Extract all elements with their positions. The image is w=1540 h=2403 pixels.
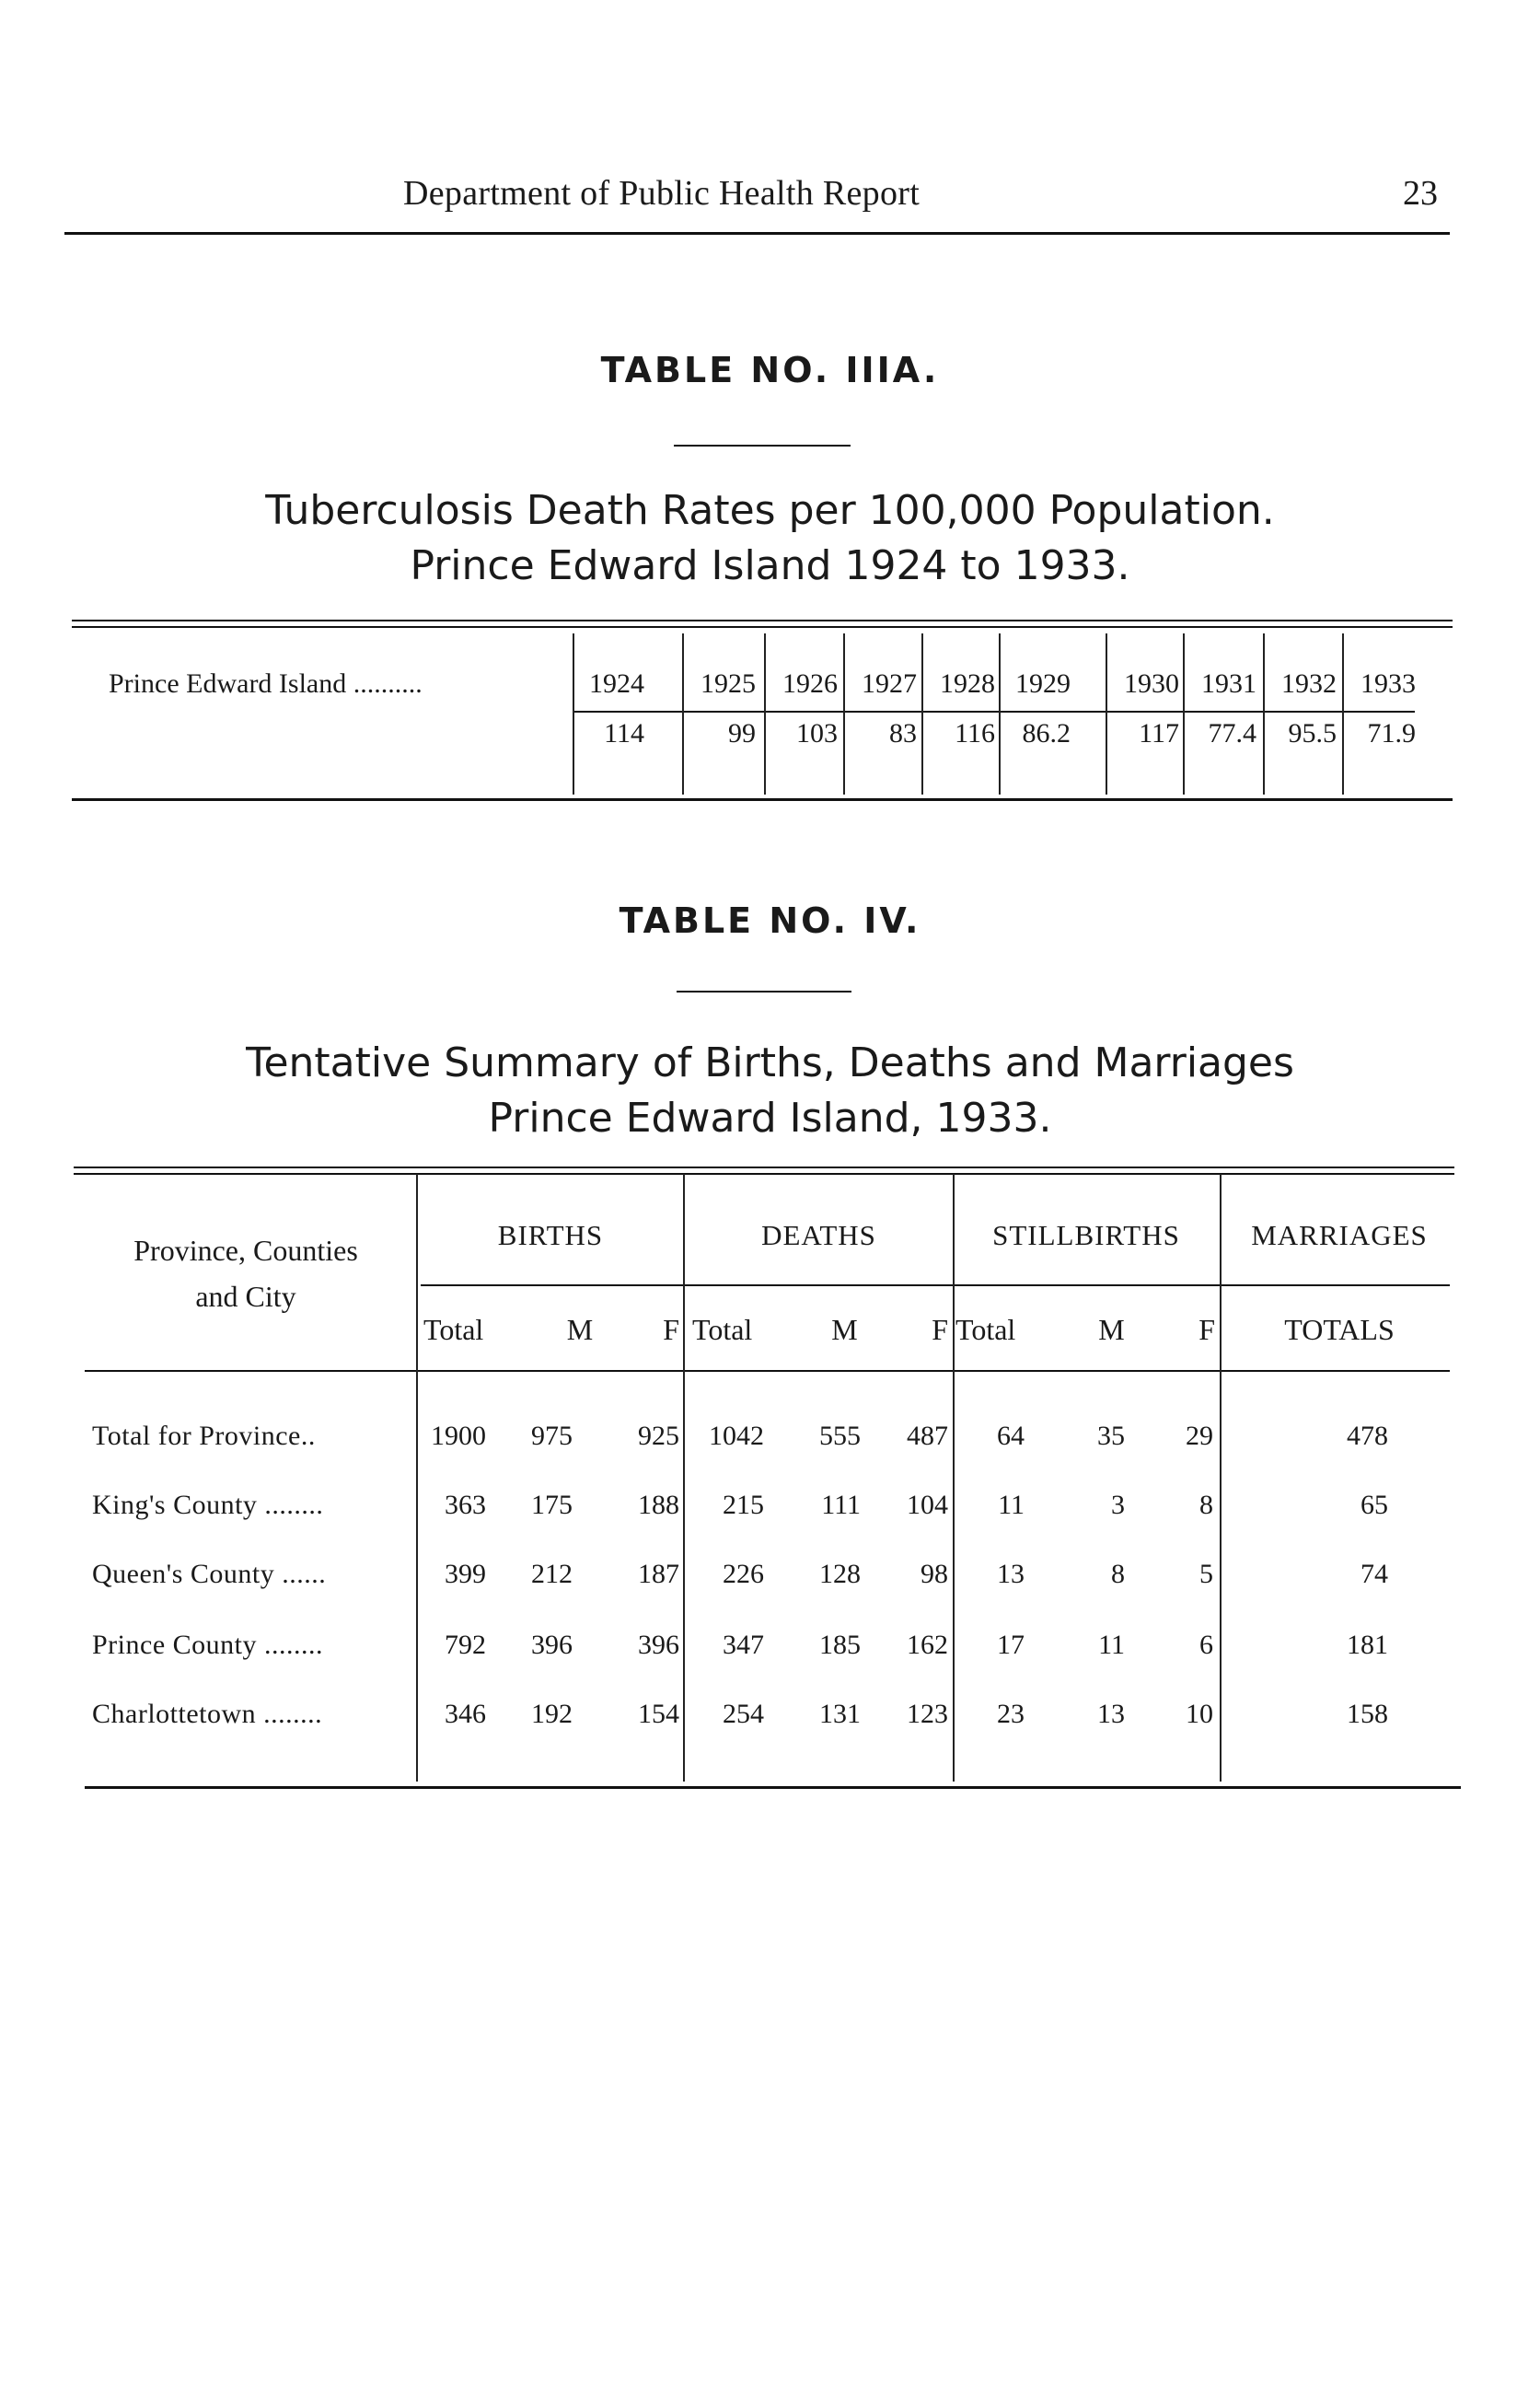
- group-deaths: DEATHS: [761, 1219, 876, 1251]
- table-cell: 74: [1361, 1559, 1388, 1589]
- table-cell: 98: [921, 1559, 948, 1589]
- subheader-total: Total: [692, 1313, 753, 1346]
- rate-value: 117: [1139, 718, 1179, 749]
- row-label: Queen's County ......: [92, 1559, 327, 1589]
- subheader-f: F: [663, 1313, 679, 1346]
- rate-value: 95.5: [1288, 718, 1337, 749]
- year-header: 1931: [1201, 668, 1256, 699]
- table-3a-col-divider: [764, 633, 766, 795]
- table-3a-col-divider: [843, 633, 845, 795]
- table-cell: 396: [638, 1630, 679, 1660]
- table-cell: 215: [723, 1490, 764, 1520]
- table-4-top-rule: [74, 1167, 1454, 1168]
- table-4-label: TABLE NO. IV.: [619, 900, 921, 941]
- table-cell: 35: [1097, 1421, 1125, 1451]
- year-header: 1930: [1124, 668, 1179, 699]
- table-cell: 17: [997, 1630, 1025, 1660]
- table-cell: 925: [638, 1421, 679, 1451]
- table-cell: 175: [531, 1490, 573, 1520]
- table-cell: 363: [445, 1490, 486, 1520]
- subheader-m: M: [566, 1313, 594, 1346]
- row-label: Charlottetown ........: [92, 1699, 323, 1729]
- rate-value: 86.2: [1022, 718, 1071, 749]
- table-cell: 181: [1347, 1630, 1388, 1660]
- table-3a-label: TABLE NO. IIIA.: [600, 350, 940, 390]
- table-4-col-divider: [1220, 1174, 1222, 1782]
- table-cell: 478: [1347, 1421, 1388, 1451]
- table-cell: 64: [997, 1421, 1025, 1451]
- table-cell: 29: [1186, 1421, 1213, 1451]
- table-3a-col-divider: [1106, 633, 1107, 795]
- table-4-bottom-rule: [85, 1786, 1461, 1789]
- table-cell: 346: [445, 1699, 486, 1729]
- row-label: Total for Province..: [92, 1421, 316, 1451]
- table-cell: 8: [1111, 1559, 1125, 1589]
- rate-value: 116: [955, 718, 995, 749]
- table-4-title-line2: Prince Edward Island, 1933.: [488, 1095, 1052, 1142]
- table-3a-col-divider: [1263, 633, 1265, 795]
- table-cell: 487: [907, 1421, 948, 1451]
- table-3a-col-divider: [682, 633, 684, 795]
- running-title: Department of Public Health Report: [403, 174, 921, 213]
- subheader-m: M: [831, 1313, 858, 1346]
- year-header: 1933: [1361, 668, 1416, 699]
- table-cell: 1042: [709, 1421, 764, 1451]
- table-cell: 11: [998, 1490, 1025, 1520]
- year-header: 1926: [782, 668, 838, 699]
- table-3a-col-divider: [573, 633, 574, 795]
- table-cell: 3: [1111, 1490, 1125, 1520]
- table-cell: 13: [997, 1559, 1025, 1589]
- table-cell: 396: [531, 1630, 573, 1660]
- table-cell: 10: [1186, 1699, 1213, 1729]
- rate-value: 83: [889, 718, 917, 749]
- table-cell: 185: [819, 1630, 861, 1660]
- subheader-f: F: [932, 1313, 948, 1346]
- rate-value: 71.9: [1367, 718, 1416, 749]
- table-3a-year-rule: [573, 711, 1415, 713]
- table-4-col-divider: [683, 1174, 685, 1782]
- year-header: 1924: [589, 668, 644, 699]
- table-cell: 192: [531, 1699, 573, 1729]
- table-cell: 131: [819, 1699, 861, 1729]
- table-cell: 104: [907, 1490, 948, 1520]
- table-cell: 1900: [431, 1421, 486, 1451]
- subheader-rule: [85, 1370, 1450, 1372]
- year-header: 1928: [940, 668, 995, 699]
- table-4-top-rule-2: [74, 1173, 1454, 1175]
- rate-value: 114: [604, 718, 644, 749]
- table-cell: 399: [445, 1559, 486, 1589]
- table-3a-title-line2: Prince Edward Island 1924 to 1933.: [410, 542, 1130, 589]
- table-3a-col-divider: [921, 633, 923, 795]
- year-header: 1932: [1281, 668, 1337, 699]
- table-3a-col-divider: [1342, 633, 1344, 795]
- stub-header-line1: Province, Counties: [133, 1234, 358, 1267]
- table-cell: 555: [819, 1421, 861, 1451]
- subheader-totals: TOTALS: [1284, 1313, 1395, 1346]
- rate-value: 99: [728, 718, 756, 749]
- rate-value: 77.4: [1208, 718, 1256, 749]
- table-3a-top-rule-2: [72, 626, 1453, 628]
- table-4-col-divider: [416, 1174, 418, 1782]
- table-3a-col-divider: [999, 633, 1001, 795]
- page-number: 23: [1403, 174, 1438, 213]
- table-3a-row-label: Prince Edward Island ..........: [109, 668, 423, 699]
- row-label: King's County ........: [92, 1490, 324, 1520]
- subheader-total: Total: [423, 1313, 484, 1346]
- table-cell: 188: [638, 1490, 679, 1520]
- table-3a-top-rule: [72, 620, 1453, 621]
- table-cell: 111: [821, 1490, 861, 1520]
- year-header: 1925: [701, 668, 756, 699]
- table-3a-title-line1: Tuberculosis Death Rates per 100,000 Population.: [265, 487, 1275, 534]
- table-cell: 123: [907, 1699, 948, 1729]
- table-3a-label-rule: [674, 445, 851, 447]
- table-cell: 65: [1361, 1490, 1388, 1520]
- table-cell: 254: [723, 1699, 764, 1729]
- table-4-title-line1: Tentative Summary of Births, Deaths and Marriages: [246, 1039, 1294, 1086]
- table-cell: 6: [1199, 1630, 1213, 1660]
- subheader-total: Total: [955, 1313, 1016, 1346]
- table-cell: 13: [1097, 1699, 1125, 1729]
- table-cell: 128: [819, 1559, 861, 1589]
- row-label: Prince County ........: [92, 1630, 323, 1660]
- table-cell: 8: [1199, 1490, 1213, 1520]
- year-header: 1929: [1015, 668, 1071, 699]
- subheader-m: M: [1098, 1313, 1125, 1346]
- table-4-label-rule: [677, 991, 851, 993]
- table-cell: 154: [638, 1699, 679, 1729]
- rate-value: 103: [796, 718, 838, 749]
- subheader-f: F: [1198, 1313, 1215, 1346]
- stub-header-line2: and City: [195, 1280, 296, 1313]
- group-rule: [421, 1284, 1450, 1286]
- table-cell: 975: [531, 1421, 573, 1451]
- table-cell: 5: [1199, 1559, 1213, 1589]
- table-cell: 158: [1347, 1699, 1388, 1729]
- table-3a-col-divider: [1183, 633, 1185, 795]
- table-cell: 212: [531, 1559, 573, 1589]
- group-marriages: MARRIAGES: [1251, 1219, 1428, 1251]
- group-births: BIRTHS: [497, 1219, 604, 1251]
- table-4-col-divider: [953, 1174, 955, 1782]
- table-cell: 162: [907, 1630, 948, 1660]
- header-rule: [64, 232, 1450, 235]
- table-cell: 11: [1098, 1630, 1125, 1660]
- table-cell: 187: [638, 1559, 679, 1589]
- table-cell: 23: [997, 1699, 1025, 1729]
- year-header: 1927: [862, 668, 917, 699]
- group-stillbirths: STILLBIRTHS: [992, 1219, 1180, 1251]
- table-cell: 792: [445, 1630, 486, 1660]
- table-3a-bottom-rule: [72, 798, 1453, 801]
- table-cell: 347: [723, 1630, 764, 1660]
- table-cell: 226: [723, 1559, 764, 1589]
